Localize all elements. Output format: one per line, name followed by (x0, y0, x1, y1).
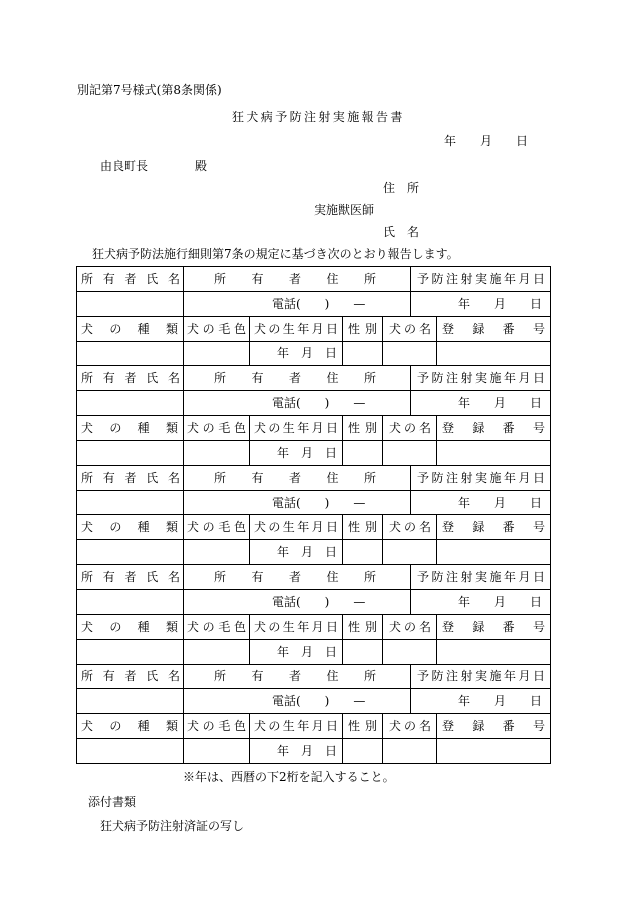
dog-name-cell (383, 739, 437, 764)
dog-birth-date-header: 犬の生年月日 (250, 614, 343, 639)
dog-name-header: 犬の名 (383, 515, 437, 540)
dog-breed-header: 犬の種類 (77, 614, 184, 639)
vaccination-date-header: 予防注射実施年月日 (411, 565, 551, 590)
owner-name-cell (77, 490, 184, 515)
dog-sex-cell (343, 639, 383, 664)
owner-name-header: 所有者氏名 (77, 465, 184, 490)
dog-breed-cell (77, 540, 184, 565)
report-date: 年 月 日 (444, 134, 529, 148)
addressee-name: 由良町長 (100, 159, 149, 173)
dog-sex-header: 性別 (343, 316, 383, 341)
dog-header-row (77, 316, 551, 341)
owner-name-cell (77, 689, 184, 714)
owner-entry-row (77, 689, 551, 714)
dog-breed-cell (77, 440, 184, 465)
dog-entry-row (77, 540, 551, 565)
intro-text: 狂犬病予防法施行細則第7条の規定に基づき次のとおり報告します。 (92, 247, 459, 261)
dog-breed-header: 犬の種類 (77, 416, 184, 441)
dog-entry-row (77, 739, 551, 764)
owner-name-header: 所有者氏名 (77, 366, 184, 391)
registration-number-header: 登録番号 (437, 614, 551, 639)
dog-header-row (77, 515, 551, 540)
owner-name-header: 所有者氏名 (77, 267, 184, 292)
registration-number-header: 登録番号 (437, 714, 551, 739)
registration-number-header: 登録番号 (437, 316, 551, 341)
dog-name-cell (383, 341, 437, 366)
reporter-address-label: 住 所 (383, 181, 420, 195)
dog-breed-header: 犬の種類 (77, 714, 184, 739)
report-table (76, 266, 551, 764)
registration-number-cell (437, 639, 551, 664)
registration-number-cell (437, 341, 551, 366)
dog-name-cell (383, 440, 437, 465)
dog-color-header: 犬の毛色 (184, 316, 250, 341)
dog-sex-header: 性別 (343, 614, 383, 639)
owner-name-cell (77, 391, 184, 416)
reporter-name-label: 氏 名 (383, 225, 420, 239)
registration-number-cell (437, 739, 551, 764)
dog-header-row (77, 714, 551, 739)
dog-sex-header: 性別 (343, 714, 383, 739)
dog-color-header: 犬の毛色 (184, 614, 250, 639)
dog-color-header: 犬の毛色 (184, 714, 250, 739)
owner-header-row (77, 465, 551, 490)
owner-name-cell (77, 589, 184, 614)
owner-header-row (77, 267, 551, 292)
dog-breed-header: 犬の種類 (77, 515, 184, 540)
dog-birth-date-cell: 年 月 日 (250, 440, 343, 465)
dog-header-row (77, 416, 551, 441)
dog-name-header: 犬の名 (383, 416, 437, 441)
owner-address-header: 所有者住所 (184, 664, 411, 689)
attachment-item: 狂犬病予防注射済証の写し (100, 819, 245, 833)
dog-sex-header: 性別 (343, 515, 383, 540)
owner-address-header: 所有者住所 (184, 366, 411, 391)
dog-name-cell (383, 639, 437, 664)
owner-address-phone-cell: 電話( ) — (184, 689, 411, 714)
vaccination-date-cell: 年 月 日 (411, 291, 551, 316)
registration-number-header: 登録番号 (437, 416, 551, 441)
dog-sex-cell (343, 739, 383, 764)
owner-address-header: 所有者住所 (184, 465, 411, 490)
owner-name-header: 所有者氏名 (77, 664, 184, 689)
owner-entry-row (77, 291, 551, 316)
dog-entry-row (77, 440, 551, 465)
report-entry-2 (77, 366, 551, 465)
dog-birth-date-cell: 年 月 日 (250, 341, 343, 366)
addressee-honorific: 殿 (195, 159, 208, 173)
report-entry-3 (77, 465, 551, 564)
document-title: 狂犬病予防注射実施報告書 (232, 110, 405, 124)
vaccination-date-header: 予防注射実施年月日 (411, 664, 551, 689)
vaccination-date-header: 予防注射実施年月日 (411, 267, 551, 292)
form-number-label: 別記第7号様式(第8条関係) (77, 83, 222, 97)
owner-address-phone-cell: 電話( ) — (184, 391, 411, 416)
dog-entry-row (77, 639, 551, 664)
dog-birth-date-header: 犬の生年月日 (250, 515, 343, 540)
dog-birth-date-header: 犬の生年月日 (250, 416, 343, 441)
dog-color-header: 犬の毛色 (184, 416, 250, 441)
owner-address-header: 所有者住所 (184, 565, 411, 590)
dog-color-cell (184, 540, 250, 565)
owner-entry-row (77, 589, 551, 614)
dog-name-header: 犬の名 (383, 316, 437, 341)
owner-address-phone-cell: 電話( ) — (184, 589, 411, 614)
vaccination-date-cell: 年 月 日 (411, 490, 551, 515)
dog-sex-cell (343, 341, 383, 366)
owner-entry-row (77, 490, 551, 515)
dog-birth-date-cell: 年 月 日 (250, 739, 343, 764)
owner-name-cell (77, 291, 184, 316)
report-entry-5 (77, 664, 551, 763)
owner-header-row (77, 565, 551, 590)
dog-breed-header: 犬の種類 (77, 316, 184, 341)
dog-name-cell (383, 540, 437, 565)
dog-name-header: 犬の名 (383, 714, 437, 739)
owner-address-header: 所有者住所 (184, 267, 411, 292)
dog-color-header: 犬の毛色 (184, 515, 250, 540)
report-entry-1 (77, 267, 551, 366)
vaccination-date-header: 予防注射実施年月日 (411, 366, 551, 391)
dog-header-row (77, 614, 551, 639)
dog-color-cell (184, 639, 250, 664)
vaccination-date-header: 予防注射実施年月日 (411, 465, 551, 490)
dog-color-cell (184, 440, 250, 465)
dog-entry-row (77, 341, 551, 366)
dog-sex-cell (343, 540, 383, 565)
dog-birth-date-header: 犬の生年月日 (250, 316, 343, 341)
dog-sex-cell (343, 440, 383, 465)
dog-breed-cell (77, 341, 184, 366)
vaccination-date-cell: 年 月 日 (411, 689, 551, 714)
owner-entry-row (77, 391, 551, 416)
registration-number-header: 登録番号 (437, 515, 551, 540)
vaccination-date-cell: 年 月 日 (411, 391, 551, 416)
vaccination-date-cell: 年 月 日 (411, 589, 551, 614)
dog-birth-date-header: 犬の生年月日 (250, 714, 343, 739)
dog-birth-date-cell: 年 月 日 (250, 639, 343, 664)
owner-address-phone-cell: 電話( ) — (184, 490, 411, 515)
dog-name-header: 犬の名 (383, 614, 437, 639)
registration-number-cell (437, 440, 551, 465)
owner-name-header: 所有者氏名 (77, 565, 184, 590)
table-note: ※年は、西暦の下2桁を記入すること。 (183, 770, 395, 784)
dog-sex-header: 性別 (343, 416, 383, 441)
attachments-heading: 添付書類 (88, 795, 137, 809)
reporter-role: 実施獣医師 (314, 203, 375, 217)
registration-number-cell (437, 540, 551, 565)
report-entry-4 (77, 565, 551, 664)
dog-birth-date-cell: 年 月 日 (250, 540, 343, 565)
dog-color-cell (184, 341, 250, 366)
owner-address-phone-cell: 電話( ) — (184, 291, 411, 316)
dog-breed-cell (77, 639, 184, 664)
dog-breed-cell (77, 739, 184, 764)
owner-header-row (77, 664, 551, 689)
owner-header-row (77, 366, 551, 391)
dog-color-cell (184, 739, 250, 764)
